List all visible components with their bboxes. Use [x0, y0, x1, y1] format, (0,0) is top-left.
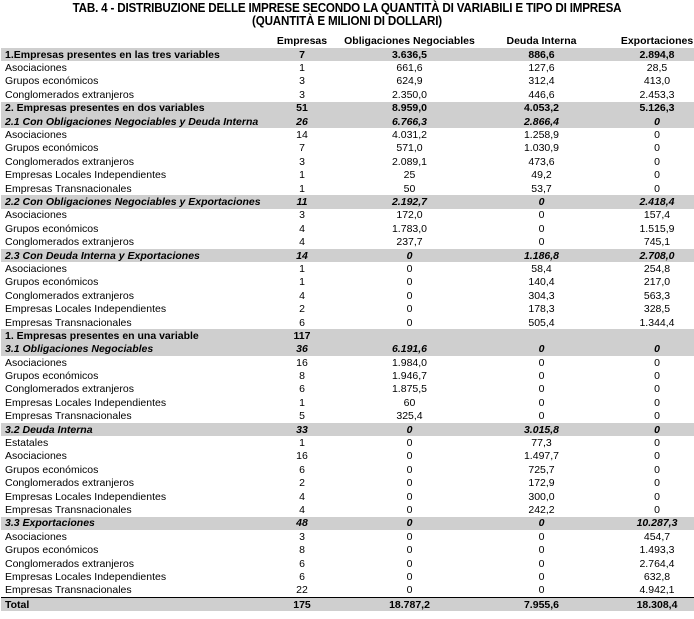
- exportaciones-cell: 0: [654, 155, 660, 168]
- row-label: Conglomerados extranjeros: [5, 557, 134, 570]
- deuda-cell: 725,7: [528, 463, 555, 476]
- row-label: Conglomerados extranjeros: [5, 289, 134, 302]
- empresas-cell: 6: [299, 383, 305, 396]
- row-label: Empresas Transnacionales: [5, 503, 132, 516]
- exportaciones-cell: 2.894,8: [597, 48, 694, 61]
- empresas-cell: 1: [299, 262, 305, 275]
- row-label: Grupos económicos: [5, 463, 99, 476]
- table-row: [1, 584, 694, 598]
- deuda-cell: 0: [538, 557, 545, 570]
- obligaciones-cell: 172,0: [396, 209, 423, 222]
- deuda-cell: 1.258,9: [523, 129, 560, 142]
- row-label: Empresas Locales Independientes: [5, 490, 167, 503]
- section-row: [1, 195, 694, 208]
- deuda-cell: 0: [486, 343, 597, 356]
- header-row: [1, 34, 694, 48]
- table-title: [24, 0, 669, 28]
- exportaciones-cell: 1.344,4: [639, 316, 675, 329]
- obligaciones-cell: 25: [403, 169, 416, 182]
- exportaciones-cell: 10.287,3: [597, 517, 694, 530]
- obligaciones-cell: 0: [333, 517, 486, 530]
- row-label: Empresas Transnacionales: [5, 316, 132, 329]
- table-row: [1, 222, 694, 235]
- table-row: [1, 477, 694, 490]
- exportaciones-cell: 0: [654, 463, 660, 476]
- table-row: [1, 88, 694, 101]
- row-label: Asociaciones: [5, 450, 67, 463]
- row-label: 1. Empresas presentes en una variable: [1, 329, 271, 342]
- exportaciones-cell: 0: [654, 370, 660, 383]
- exportaciones-cell: 0: [654, 490, 660, 503]
- deuda-cell: 886,6: [486, 48, 597, 61]
- row-label: Grupos económicos: [5, 75, 99, 88]
- deuda-cell: 242,2: [528, 503, 555, 516]
- obligaciones-cell: 1.946,7: [391, 370, 428, 383]
- deuda-cell: 77,3: [531, 437, 552, 450]
- exportaciones-cell: 2.418,4: [597, 195, 694, 208]
- obligaciones-cell: 6.766,3: [333, 115, 486, 128]
- exportaciones-cell: 0: [654, 437, 660, 450]
- deuda-cell: 2.866,4: [486, 115, 597, 128]
- section-row: [1, 115, 694, 128]
- deuda-cell: 58,4: [531, 262, 552, 275]
- exportaciones-cell: 454,7: [643, 530, 671, 543]
- obligaciones-cell: 2.350,0: [391, 88, 428, 101]
- empresas-cell: 1: [299, 182, 305, 195]
- obligaciones-cell: 60: [403, 396, 416, 409]
- exportaciones-cell: 0: [654, 396, 660, 409]
- obligaciones-cell: 0: [406, 530, 413, 543]
- deuda-cell: 0: [538, 570, 545, 583]
- empresas-cell: 22: [296, 584, 308, 597]
- exportaciones-cell: 4.942,1: [639, 584, 675, 597]
- obligaciones-cell: 0: [406, 490, 413, 503]
- empresas-cell: 4: [299, 503, 305, 516]
- header-deuda: Deuda Interna: [506, 35, 577, 47]
- empresas-cell: 1: [299, 396, 305, 409]
- deuda-cell: 0: [538, 396, 545, 409]
- table-row: [1, 356, 694, 369]
- obligaciones-cell: [333, 329, 486, 342]
- exportaciones-cell: 0: [597, 343, 694, 356]
- row-label: Empresas Locales Independientes: [5, 570, 167, 583]
- empresas-cell: 5: [299, 410, 305, 423]
- empresas-cell: 1: [299, 276, 305, 289]
- obligaciones-cell: 1.783,0: [391, 222, 428, 235]
- table-row: [1, 463, 694, 476]
- exportaciones-cell: 0: [654, 129, 660, 142]
- exportaciones-cell: 254,8: [643, 262, 671, 275]
- obligaciones-cell: 237,7: [396, 236, 423, 249]
- exportaciones-cell: 0: [597, 423, 694, 436]
- row-label: Asociaciones: [5, 129, 67, 142]
- empresas-cell: 6: [299, 463, 305, 476]
- table-row: [1, 262, 694, 275]
- exportaciones-cell: 632,8: [643, 570, 671, 583]
- deuda-cell: 4.053,2: [486, 102, 597, 115]
- distribution-table: [1, 34, 694, 611]
- table-row: [1, 369, 694, 382]
- table-row: [1, 209, 694, 222]
- deuda-cell: 49,2: [531, 169, 552, 182]
- deuda-cell: 7.955,6: [486, 598, 597, 612]
- obligaciones-cell: 0: [406, 557, 413, 570]
- obligaciones-cell: 0: [406, 289, 413, 302]
- deuda-cell: 0: [538, 209, 545, 222]
- deuda-cell: 1.186,8: [486, 249, 597, 262]
- row-label: 2.3 Con Deuda Interna y Exportaciones: [1, 249, 271, 262]
- deuda-cell: 178,3: [528, 303, 555, 316]
- exportaciones-cell: 0: [654, 450, 660, 463]
- obligaciones-cell: 8.959,0: [333, 102, 486, 115]
- empresas-cell: 3: [299, 75, 305, 88]
- row-label: 2.1 Con Obligaciones Negociables y Deuda Interna: [1, 115, 271, 128]
- obligaciones-cell: 0: [333, 423, 486, 436]
- section-row: [1, 517, 694, 530]
- header-exportaciones: Exportaciones: [620, 35, 694, 47]
- table-row: [1, 61, 694, 74]
- obligaciones-cell: 18.787,2: [333, 598, 486, 612]
- table-row: [1, 235, 694, 248]
- empresas-cell: 175: [271, 598, 333, 612]
- deuda-cell: 0: [538, 530, 545, 543]
- row-label: Asociaciones: [5, 62, 67, 75]
- row-label: Grupos económicos: [5, 142, 99, 155]
- exportaciones-cell: 0: [654, 383, 660, 396]
- table-row: [1, 75, 694, 88]
- table-row: [1, 490, 694, 503]
- empresas-cell: 51: [271, 102, 333, 115]
- section-row: [1, 329, 694, 342]
- obligaciones-cell: 4.031,2: [391, 129, 428, 142]
- section-row: [1, 423, 694, 436]
- deuda-cell: [486, 329, 597, 342]
- empresas-cell: 3: [299, 209, 305, 222]
- deuda-cell: 0: [486, 517, 597, 530]
- row-label: 3.3 Exportaciones: [1, 517, 271, 530]
- exportaciones-cell: 28,5: [646, 62, 668, 75]
- table-row: [1, 530, 694, 543]
- empresas-cell: 8: [299, 544, 305, 557]
- empresas-cell: 3: [299, 155, 305, 168]
- empresas-cell: 16: [296, 356, 308, 369]
- deuda-cell: 312,4: [528, 75, 555, 88]
- empresas-cell: 2: [299, 477, 305, 490]
- empresas-cell: 1: [299, 169, 305, 182]
- table-row: [1, 450, 694, 463]
- deuda-cell: 140,4: [528, 276, 555, 289]
- table-row: [1, 410, 694, 423]
- header-label: [1, 34, 271, 48]
- row-label: 1.Empresas presentes en las tres variables: [1, 48, 271, 61]
- title-line-2: (QUANTITÀ E MILIONI DI DOLLARI): [252, 14, 442, 28]
- deuda-cell: 127,6: [528, 62, 555, 75]
- empresas-cell: 7: [271, 48, 333, 61]
- obligaciones-cell: 1.984,0: [391, 356, 428, 369]
- deuda-cell: 0: [538, 236, 545, 249]
- obligaciones-cell: 325,4: [396, 410, 423, 423]
- row-label: 3.1 Obligaciones Negociables: [1, 343, 271, 356]
- obligaciones-cell: 2.089,1: [391, 155, 428, 168]
- obligaciones-cell: 0: [406, 477, 413, 490]
- table-row: [1, 302, 694, 315]
- row-label: Asociaciones: [5, 530, 67, 543]
- table-row: [1, 155, 694, 168]
- row-label: Conglomerados extranjeros: [5, 155, 134, 168]
- deuda-cell: 0: [538, 383, 545, 396]
- row-label: Asociaciones: [5, 262, 67, 275]
- empresas-cell: 6: [299, 557, 305, 570]
- obligaciones-cell: 0: [406, 262, 413, 275]
- row-label: Estatales: [5, 437, 49, 450]
- exportaciones-cell: 745,1: [643, 236, 671, 249]
- empresas-cell: 6: [299, 570, 305, 583]
- deuda-cell: 1.497,7: [523, 450, 560, 463]
- row-label: Empresas Transnacionales: [5, 410, 132, 423]
- table-row: [1, 289, 694, 302]
- row-label: Conglomerados extranjeros: [5, 236, 134, 249]
- exportaciones-cell: 217,0: [643, 276, 671, 289]
- deuda-cell: 0: [538, 222, 545, 235]
- empresas-cell: 3: [299, 88, 305, 101]
- obligaciones-cell: 6.191,6: [333, 343, 486, 356]
- empresas-cell: 3: [299, 530, 305, 543]
- exportaciones-cell: 5.126,3: [597, 102, 694, 115]
- empresas-cell: 48: [271, 517, 333, 530]
- table-row: [1, 503, 694, 516]
- table-row: [1, 128, 694, 141]
- row-label: Grupos económicos: [5, 370, 99, 383]
- exportaciones-cell: 0: [654, 356, 660, 369]
- exportaciones-cell: 0: [654, 477, 660, 490]
- exportaciones-cell: 1.493,3: [639, 544, 675, 557]
- row-label: Conglomerados extranjeros: [5, 383, 134, 396]
- exportaciones-cell: 0: [654, 169, 660, 182]
- table-row: [1, 276, 694, 289]
- row-label: Empresas Locales Independientes: [5, 169, 167, 182]
- empresas-cell: 1: [299, 62, 305, 75]
- obligaciones-cell: 0: [406, 303, 413, 316]
- row-label: Grupos económicos: [5, 544, 99, 557]
- exportaciones-cell: 157,4: [643, 209, 671, 222]
- row-label: Grupos económicos: [5, 222, 99, 235]
- deuda-cell: 300,0: [528, 490, 555, 503]
- section-row: [1, 48, 694, 61]
- table-row: [1, 543, 694, 556]
- exportaciones-cell: 0: [654, 503, 660, 516]
- empresas-cell: 14: [271, 249, 333, 262]
- deuda-cell: 0: [538, 544, 545, 557]
- deuda-cell: 0: [538, 356, 545, 369]
- header-obligaciones: Obligaciones Negociables: [344, 35, 475, 47]
- header-empresas: Empresas: [276, 35, 328, 47]
- row-label: Asociaciones: [5, 209, 67, 222]
- table-row: [1, 316, 694, 329]
- row-label: Empresas Transnacionales: [5, 182, 132, 195]
- exportaciones-cell: 2.708,0: [597, 249, 694, 262]
- exportaciones-cell: 413,0: [643, 75, 671, 88]
- exportaciones-cell: [597, 329, 694, 342]
- section-row: [1, 343, 694, 356]
- obligaciones-cell: 571,0: [396, 142, 423, 155]
- row-label: Conglomerados extranjeros: [5, 477, 134, 490]
- empresas-cell: 4: [299, 236, 305, 249]
- empresas-cell: 4: [299, 222, 305, 235]
- exportaciones-cell: 2.764,4: [639, 557, 675, 570]
- table-row: [1, 142, 694, 155]
- empresas-cell: 117: [271, 329, 333, 342]
- table-row: [1, 396, 694, 409]
- table-body: [1, 48, 694, 611]
- row-label: 3.2 Deuda Interna: [1, 423, 271, 436]
- row-label: Total: [1, 598, 271, 612]
- section-row: [1, 102, 694, 115]
- table-row: [1, 169, 694, 182]
- row-label: Empresas Locales Independientes: [5, 303, 167, 316]
- deuda-cell: 446,6: [528, 88, 555, 101]
- empresas-cell: 7: [299, 142, 305, 155]
- empresas-cell: 26: [271, 115, 333, 128]
- obligaciones-cell: 624,9: [396, 75, 423, 88]
- deuda-cell: 53,7: [531, 182, 552, 195]
- empresas-cell: 36: [271, 343, 333, 356]
- table-row: [1, 570, 694, 583]
- deuda-cell: 0: [486, 195, 597, 208]
- empresas-cell: 1: [299, 437, 305, 450]
- row-label: 2. Empresas presentes en dos variables: [1, 102, 271, 115]
- obligaciones-cell: 1.875,5: [391, 383, 428, 396]
- row-label: 2.2 Con Obligaciones Negociables y Exportaciones: [1, 195, 271, 208]
- deuda-cell: 1.030,9: [523, 142, 560, 155]
- exportaciones-cell: 18.308,4: [597, 598, 694, 612]
- empresas-cell: 8: [299, 370, 305, 383]
- exportaciones-cell: 1.515,9: [639, 222, 675, 235]
- deuda-cell: 473,6: [528, 155, 555, 168]
- deuda-cell: 0: [538, 584, 545, 597]
- table-row: [1, 436, 694, 449]
- deuda-cell: 0: [538, 370, 545, 383]
- deuda-cell: 304,3: [528, 289, 555, 302]
- obligaciones-cell: 0: [406, 570, 413, 583]
- empresas-cell: 6: [299, 316, 305, 329]
- empresas-cell: 16: [296, 450, 308, 463]
- empresas-cell: 33: [271, 423, 333, 436]
- empresas-cell: 4: [299, 490, 305, 503]
- table-row: [1, 383, 694, 396]
- obligaciones-cell: 3.636,5: [333, 48, 486, 61]
- row-label: Empresas Locales Independientes: [5, 396, 167, 409]
- table-row: [1, 557, 694, 570]
- obligaciones-cell: 0: [406, 437, 413, 450]
- row-label: Conglomerados extranjeros: [5, 88, 134, 101]
- obligaciones-cell: 2.192,7: [333, 195, 486, 208]
- row-label: Empresas Transnacionales: [5, 584, 132, 597]
- empresas-cell: 11: [271, 195, 333, 208]
- section-row: [1, 598, 694, 612]
- empresas-cell: 2: [299, 303, 305, 316]
- obligaciones-cell: 0: [406, 316, 413, 329]
- title-line-1: TAB. 4 - DISTRIBUZIONE DELLE IMPRESE SECONDO LA QUANTITÀ DI VARIABILI E TIPO DI IMPRESA: [72, 1, 622, 15]
- obligaciones-cell: 0: [406, 584, 413, 597]
- row-label: Grupos económicos: [5, 276, 99, 289]
- section-row: [1, 249, 694, 262]
- exportaciones-cell: 0: [654, 410, 660, 423]
- exportaciones-cell: 563,3: [643, 289, 671, 302]
- obligaciones-cell: 661,6: [396, 62, 423, 75]
- exportaciones-cell: 0: [654, 142, 660, 155]
- exportaciones-cell: 0: [654, 182, 660, 195]
- exportaciones-cell: 328,5: [643, 303, 671, 316]
- obligaciones-cell: 0: [406, 276, 413, 289]
- obligaciones-cell: 0: [406, 544, 413, 557]
- empresas-cell: 4: [299, 289, 305, 302]
- obligaciones-cell: 0: [406, 503, 413, 516]
- obligaciones-cell: 50: [403, 182, 416, 195]
- obligaciones-cell: 0: [406, 450, 413, 463]
- deuda-cell: 0: [538, 410, 545, 423]
- empresas-cell: 14: [296, 129, 308, 142]
- exportaciones-cell: 2.453,3: [639, 88, 675, 101]
- deuda-cell: 172,9: [528, 477, 555, 490]
- exportaciones-cell: 0: [597, 115, 694, 128]
- deuda-cell: 3.015,8: [486, 423, 597, 436]
- obligaciones-cell: 0: [406, 463, 413, 476]
- obligaciones-cell: 0: [333, 249, 486, 262]
- deuda-cell: 505,4: [528, 316, 555, 329]
- table-row: [1, 182, 694, 195]
- row-label: Asociaciones: [5, 356, 67, 369]
